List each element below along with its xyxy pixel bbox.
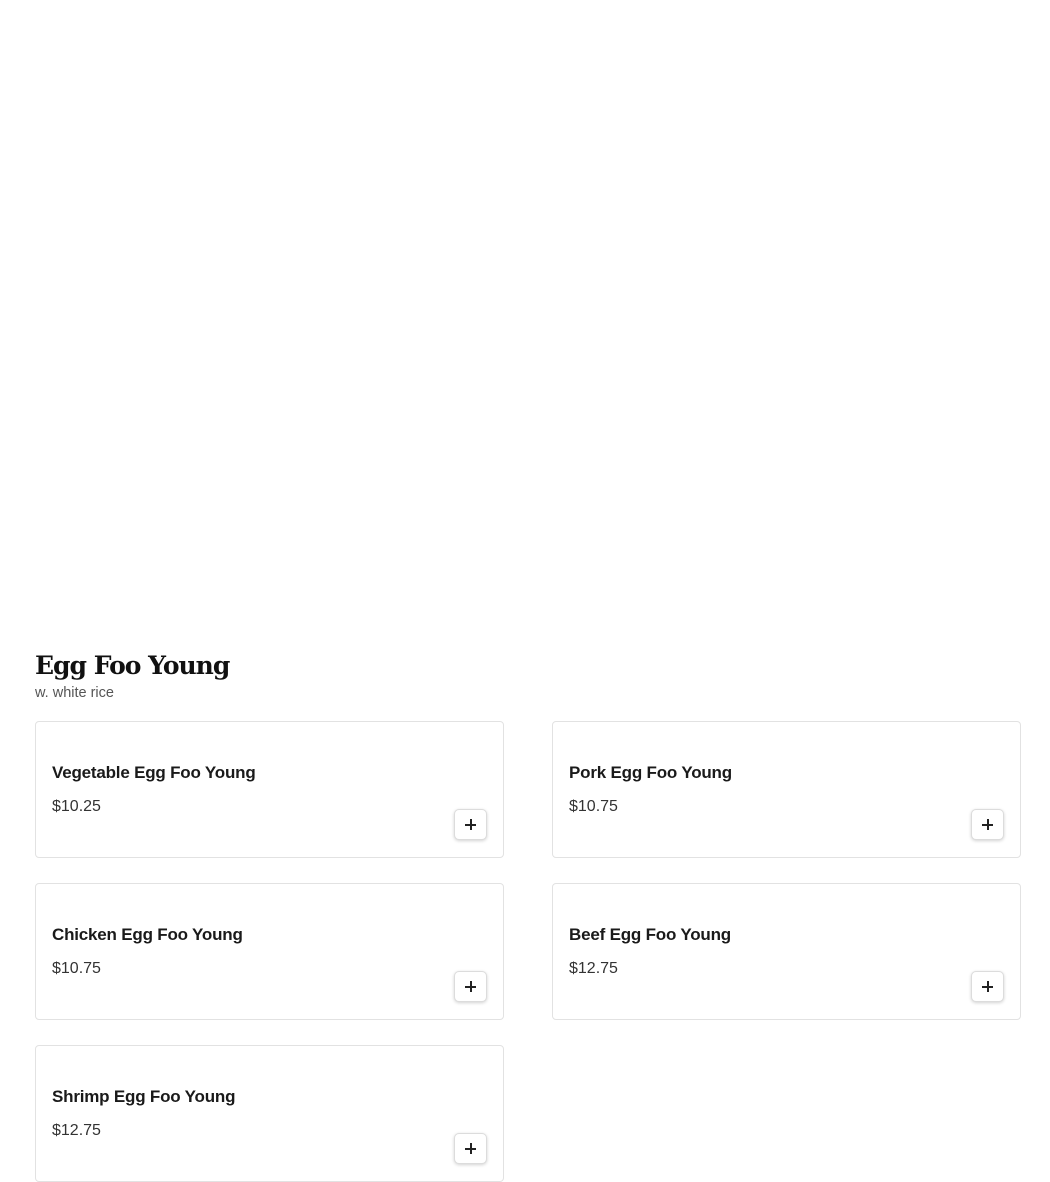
menu-item-price: $10.25 [52,798,101,815]
menu-item-price: $10.75 [569,798,618,815]
plus-icon [982,819,993,830]
menu-item-name: Pork Egg Foo Young [569,763,732,782]
plus-icon [465,819,476,830]
menu-item-card[interactable] [35,1045,504,1182]
menu-section-egg-foo-young [35,650,1021,1139]
add-to-cart-button[interactable] [454,1133,487,1164]
menu-item-name: Beef Egg Foo Young [569,925,731,944]
plus-icon [465,981,476,992]
menu-item-card[interactable] [552,721,1021,858]
menu-item-card[interactable] [35,883,504,1020]
menu-items-grid [35,721,1021,1182]
add-to-cart-button[interactable] [454,809,487,840]
menu-item-name: Shrimp Egg Foo Young [52,1087,236,1106]
section-subtitle: w. white rice [35,685,114,701]
menu-item-card[interactable] [35,721,504,858]
plus-icon [982,981,993,992]
section-title: Egg Foo Young [35,651,230,680]
menu-item-price: $10.75 [52,960,101,977]
menu-item-name: Chicken Egg Foo Young [52,925,243,944]
add-to-cart-button[interactable] [971,809,1004,840]
menu-item-card[interactable] [552,883,1021,1020]
menu-item-name: Vegetable Egg Foo Young [52,763,256,782]
add-to-cart-button[interactable] [971,971,1004,1002]
menu-item-price: $12.75 [52,1122,101,1139]
add-to-cart-button[interactable] [454,971,487,1002]
plus-icon [465,1143,476,1154]
menu-item-price: $12.75 [569,960,618,977]
